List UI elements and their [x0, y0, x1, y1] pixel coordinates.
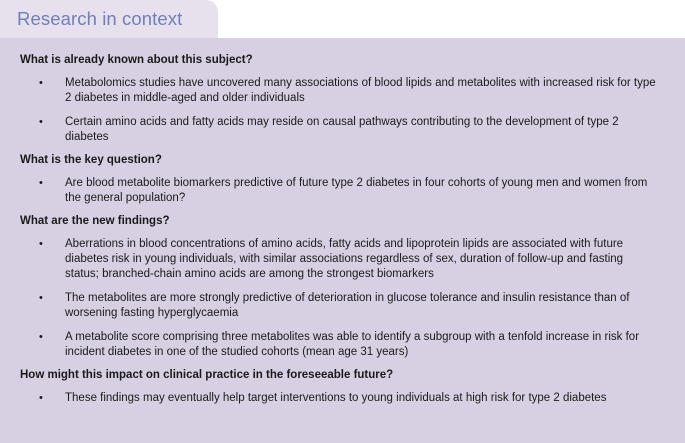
list-item-text: The metabolites are more strongly predictive of deterioration in glucose tolerance and insulin resistance than of worsening fasting hyperglycaemia [65, 292, 630, 319]
list-item [20, 76, 665, 106]
section-heading-key-question: What is the key question? [20, 154, 162, 166]
bullet-icon: • [39, 238, 43, 250]
list-item [20, 237, 665, 282]
list-item [20, 330, 665, 360]
bullet-icon: • [39, 116, 43, 128]
bullet-icon: • [39, 77, 43, 89]
section-list-clinical-impact [20, 391, 665, 406]
list-item [20, 176, 665, 206]
section-list-key-question [20, 176, 665, 206]
bullet-icon: • [39, 177, 43, 189]
list-item-text: Certain amino acids and fatty acids may reside on causal pathways contributing to the development of type 2 diabetes [65, 116, 619, 143]
section-list-known [20, 76, 665, 145]
research-context-panel [0, 38, 685, 443]
section-heading-new-findings: What are the new findings? [20, 215, 170, 227]
bullet-icon: • [39, 292, 43, 304]
section-heading-known: What is already known about this subject? [20, 54, 253, 66]
list-item [20, 291, 665, 321]
list-item [20, 391, 665, 406]
bullet-icon: • [39, 331, 43, 343]
list-item-text: A metabolite score comprising three metabolites was able to identify a subgroup with a tenfold increase in risk for incident diabetes in one of the studied cohorts (mean age 31 years) [65, 331, 640, 358]
list-item [20, 115, 665, 145]
section-heading-clinical-impact: How might this impact on clinical practice in the foreseeable future? [20, 369, 394, 381]
list-item-text: Are blood metabolite biomarkers predictive of future type 2 diabetes in four cohorts of young men and women from the general population? [65, 177, 648, 204]
list-item-text: These findings may eventually help target interventions to young individuals at high risk for type 2 diabetes [65, 392, 607, 404]
box-title: Research in context [17, 8, 183, 29]
bullet-icon: • [39, 392, 43, 404]
list-item-text: Metabolomics studies have uncovered many associations of blood lipids and metabolites with increased risk for type 2 diabetes in middle-aged and older individuals [65, 77, 656, 104]
section-list-new-findings [20, 237, 665, 360]
list-item-text: Aberrations in blood concentrations of amino acids, fatty acids and lipoprotein lipids are associated with future diabetes risk in young individuals, with similar associations regardless of sex, duration of follow-up and fasting status; branched-chain amino acids are among the strongest biomarkers [65, 238, 624, 280]
box-title-tab [0, 0, 218, 38]
